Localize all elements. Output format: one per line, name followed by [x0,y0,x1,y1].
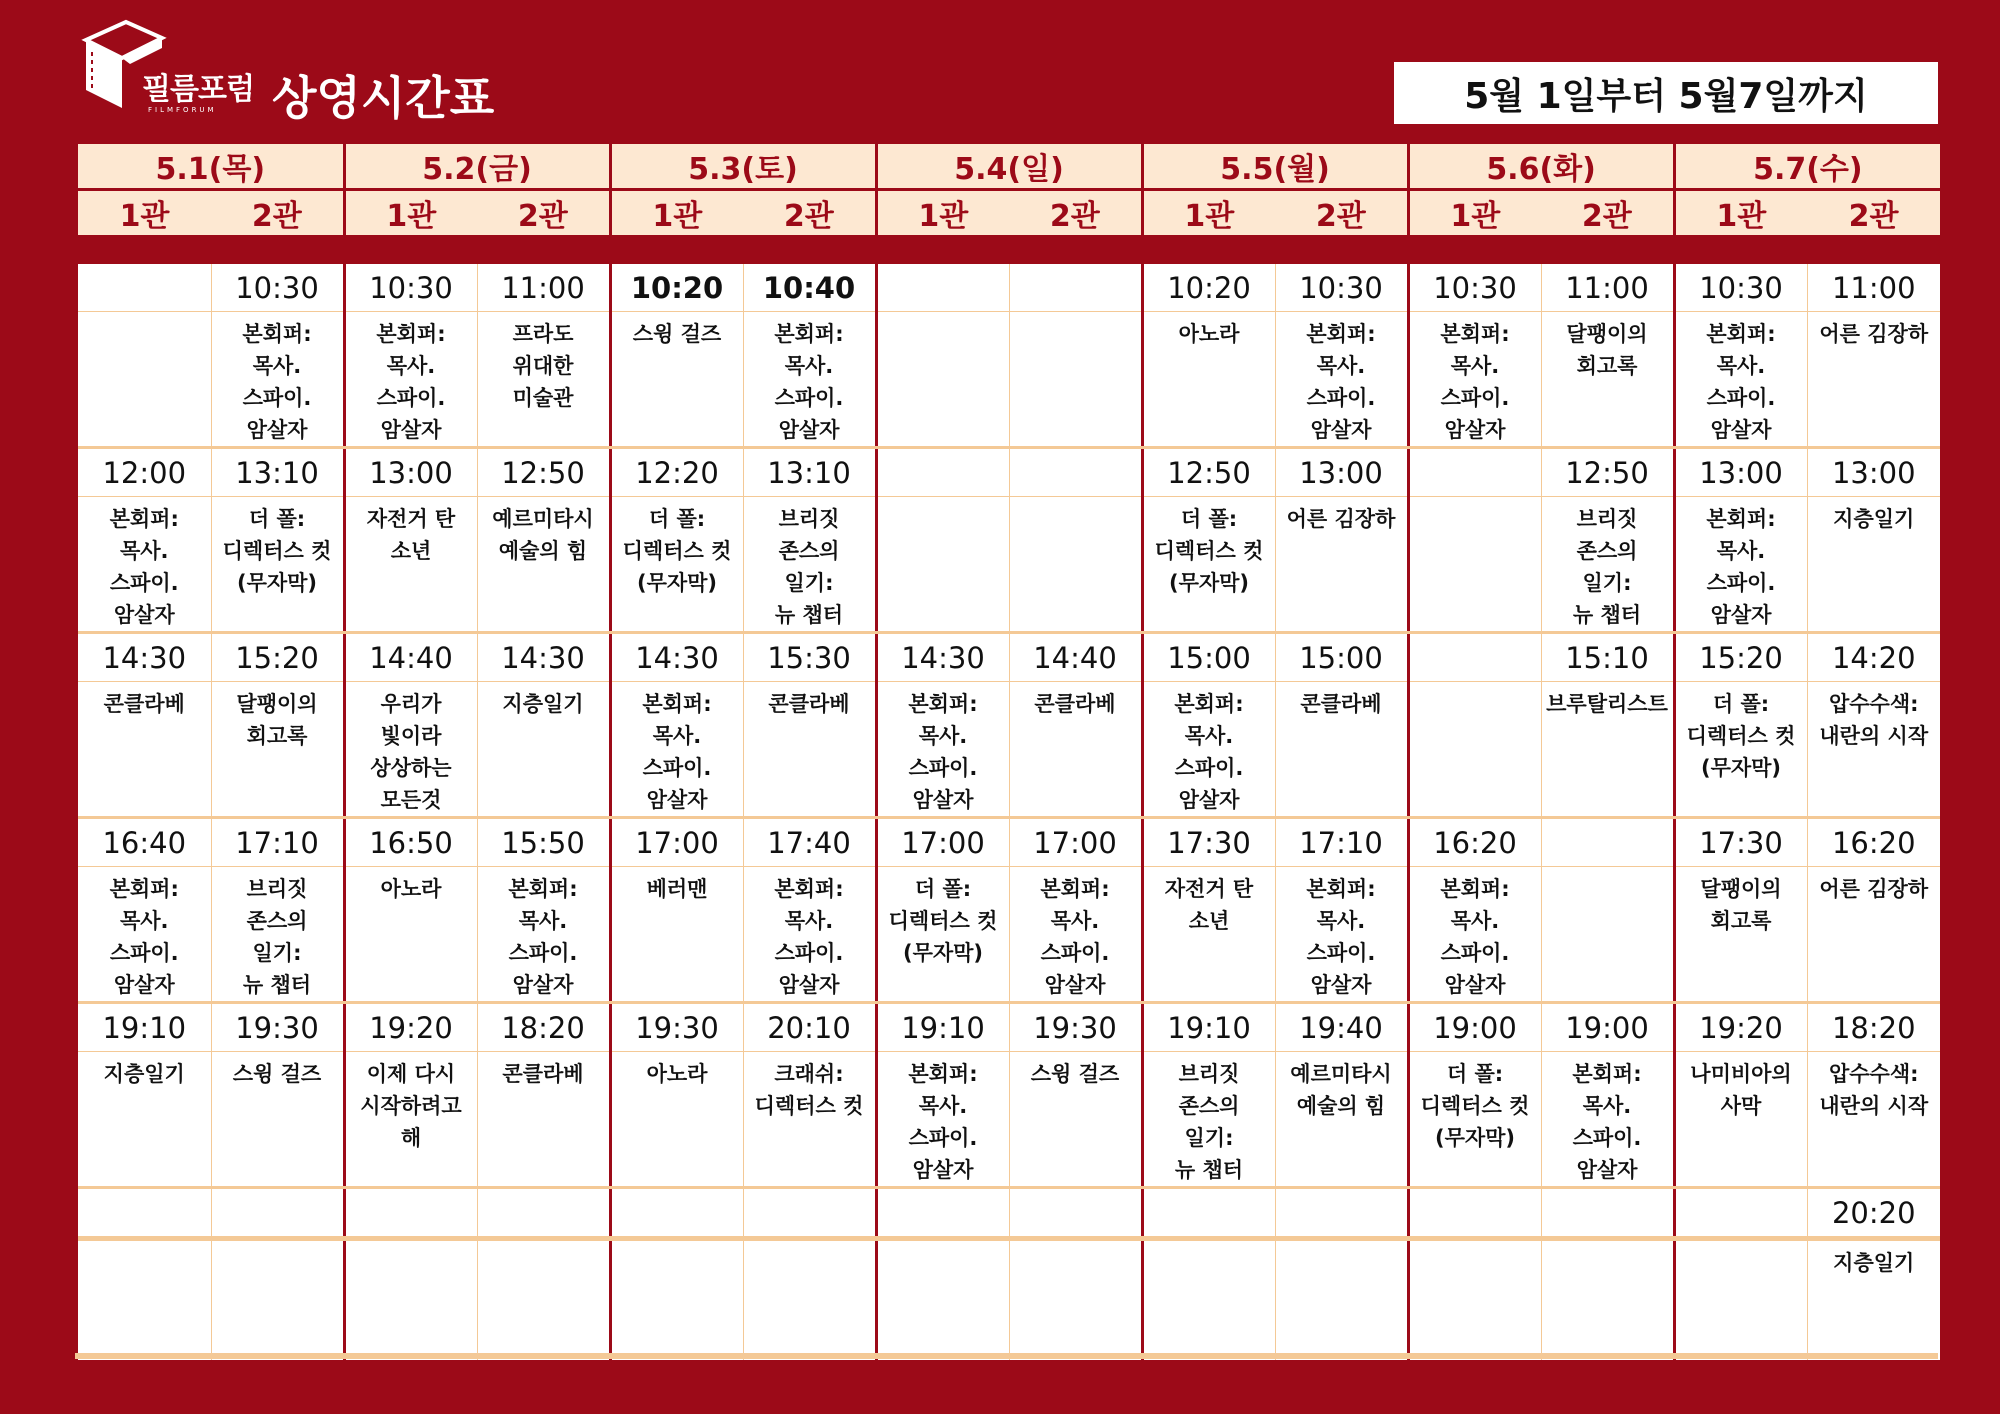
film-title [1541,1239,1674,1360]
showtime: 13:10 [211,448,344,497]
film-title: 아노라 [1142,312,1275,448]
bottom-divider [75,1353,1938,1359]
showtime [743,1188,876,1239]
film-title: 본회퍼: 목사. 스파이. 암살자 [876,1052,1009,1188]
film-title [1408,1239,1541,1360]
film-title: 스윙 걸즈 [1009,1052,1142,1188]
showtime [1408,1188,1541,1239]
showtime [876,1188,1009,1239]
showtime: 17:30 [1674,818,1807,867]
showtime: 18:20 [477,1003,610,1052]
showtime [1275,1188,1408,1239]
showtime: 14:40 [344,633,477,682]
showtime: 14:30 [876,633,1009,682]
showtime: 19:00 [1541,1003,1674,1052]
film-title: 본회퍼: 목사. 스파이. 암살자 [1541,1052,1674,1188]
film-title: 우리가 빛이라 상상하는 모든것 [344,682,477,818]
film-title: 본회퍼: 목사. 스파이. 암살자 [1674,312,1807,448]
showtime: 10:20 [1142,264,1275,312]
showtime [1009,448,1142,497]
film-title: 어른 김장하 [1807,867,1940,1003]
film-title: 더 폴: 디렉터스 컷 (무자막) [876,867,1009,1003]
schedule-grid [78,264,1940,1360]
showtime: 14:30 [78,633,211,682]
film-title: 어른 김장하 [1807,312,1940,448]
film-title: 예르미타시 예술의 힘 [1275,1052,1408,1188]
film-title [1674,1239,1807,1360]
showtime [1408,633,1541,682]
film-title: 콘클라베 [78,682,211,818]
film-title [1009,312,1142,448]
film-title [477,1239,610,1360]
film-title: 본회퍼: 목사. 스파이. 암살자 [78,497,211,633]
showtime: 11:00 [477,264,610,312]
film-title: 본회퍼: 목사. 스파이. 암살자 [876,682,1009,818]
film-title: 본회퍼: 목사. 스파이. 암살자 [344,312,477,448]
showtime [1541,1188,1674,1239]
showtime: 16:50 [344,818,477,867]
hall-header: 1관 [610,190,743,237]
brand-name: 필름포럼 [142,72,254,107]
film-title [876,1239,1009,1360]
film-title: 본회퍼: 목사. 스파이. 암살자 [1275,312,1408,448]
film-title: 콘클라베 [1009,682,1142,818]
film-title: 브리짓 존스의 일기: 뉴 챕터 [743,497,876,633]
showtime [1009,1188,1142,1239]
showtime: 13:00 [1275,448,1408,497]
showtime: 15:50 [477,818,610,867]
showtime [876,264,1009,312]
film-title [211,1239,344,1360]
film-title: 달팽이의 회고록 [211,682,344,818]
hall-header: 1관 [1408,190,1541,237]
showtime [344,1188,477,1239]
showtime: 17:10 [1275,818,1408,867]
showtime: 12:50 [1142,448,1275,497]
film-title: 지층일기 [1807,1239,1940,1360]
showtime: 19:10 [876,1003,1009,1052]
film-title: 본회퍼: 목사. 스파이. 암살자 [211,312,344,448]
film-title: 콘클라베 [743,682,876,818]
film-title: 압수수색: 내란의 시작 [1807,1052,1940,1188]
film-title: 본회퍼: 목사. 스파이. 암살자 [78,867,211,1003]
film-title: 브리짓 존스의 일기: 뉴 챕터 [1142,1052,1275,1188]
showtime: 19:40 [1275,1003,1408,1052]
film-title: 자전거 탄 소년 [1142,867,1275,1003]
showtime: 14:20 [1807,633,1940,682]
hall-header: 2관 [743,190,876,237]
showtime: 10:20 [610,264,743,312]
film-title: 본회퍼: 목사. 스파이. 암살자 [1674,497,1807,633]
showtime: 17:00 [610,818,743,867]
page-title: 상영시간표 [272,71,495,125]
showtime: 13:10 [743,448,876,497]
showtime: 10:30 [211,264,344,312]
film-title: 더 폴: 디렉터스 컷 (무자막) [1674,682,1807,818]
hall-header: 2관 [1009,190,1142,237]
showtime [78,264,211,312]
showtime: 18:20 [1807,1003,1940,1052]
hall-header: 2관 [1541,190,1674,237]
film-title: 자전거 탄 소년 [344,497,477,633]
day-header: 5.5(월) [1142,144,1408,190]
film-title: 본회퍼: 목사. 스파이. 암살자 [1275,867,1408,1003]
film-title: 본회퍼: 목사. 스파이. 암살자 [610,682,743,818]
film-title: 콘클라베 [1275,682,1408,818]
film-title [1408,682,1541,818]
hall-header: 2관 [1275,190,1408,237]
film-title: 본회퍼: 목사. 스파이. 암살자 [1009,867,1142,1003]
showtime: 16:20 [1807,818,1940,867]
showtime: 15:00 [1142,633,1275,682]
film-title: 본회퍼: 목사. 스파이. 암살자 [743,867,876,1003]
showtime [1408,448,1541,497]
film-title: 나미비아의 사막 [1674,1052,1807,1188]
film-title: 베러맨 [610,867,743,1003]
hall-header: 2관 [477,190,610,237]
film-title: 어른 김장하 [1275,497,1408,633]
showtime: 12:50 [477,448,610,497]
film-title: 지층일기 [78,1052,211,1188]
film-title: 지층일기 [1807,497,1940,633]
film-title: 콘클라베 [477,1052,610,1188]
showtime [876,448,1009,497]
film-title [1009,497,1142,633]
showtime: 17:10 [211,818,344,867]
showtime: 10:30 [1674,264,1807,312]
showtime: 10:30 [344,264,477,312]
hall-header: 1관 [344,190,477,237]
showtime: 14:30 [477,633,610,682]
film-title: 브리짓 존스의 일기: 뉴 챕터 [1541,497,1674,633]
film-title: 달팽이의 회고록 [1674,867,1807,1003]
showtime [78,1188,211,1239]
film-title [1541,867,1674,1003]
day-header: 5.1(목) [78,144,344,190]
showtime: 17:30 [1142,818,1275,867]
hall-header: 1관 [876,190,1009,237]
showtime: 19:30 [610,1003,743,1052]
film-title: 스윙 걸즈 [211,1052,344,1188]
hall-header: 2관 [1807,190,1940,237]
showtime: 11:00 [1541,264,1674,312]
day-header: 5.6(화) [1408,144,1674,190]
hall-header: 1관 [1674,190,1807,237]
film-title: 달팽이의 회고록 [1541,312,1674,448]
showtime [610,1188,743,1239]
showtime: 17:00 [876,818,1009,867]
showtime: 19:10 [78,1003,211,1052]
day-header: 5.7(수) [1674,144,1940,190]
showtime: 15:30 [743,633,876,682]
showtime: 10:40 [743,264,876,312]
hall-header: 2관 [211,190,344,237]
film-title [1142,1239,1275,1360]
film-title: 지층일기 [477,682,610,818]
showtime: 16:20 [1408,818,1541,867]
showtime: 13:00 [1674,448,1807,497]
showtime [477,1188,610,1239]
showtime: 15:20 [1674,633,1807,682]
showtime: 14:30 [610,633,743,682]
showtime: 19:00 [1408,1003,1541,1052]
film-title: 본회퍼: 목사. 스파이. 암살자 [1142,682,1275,818]
film-title [1275,1239,1408,1360]
showtime: 17:40 [743,818,876,867]
film-title [1009,1239,1142,1360]
showtime: 11:00 [1807,264,1940,312]
film-title [743,1239,876,1360]
showtime: 19:20 [344,1003,477,1052]
showtime: 10:30 [1275,264,1408,312]
film-title: 본회퍼: 목사. 스파이. 암살자 [1408,312,1541,448]
film-title: 이제 다시 시작하려고 해 [344,1052,477,1188]
showtime: 16:40 [78,818,211,867]
showtime: 12:00 [78,448,211,497]
film-title [876,312,1009,448]
film-title: 더 폴: 디렉터스 컷 (무자막) [1408,1052,1541,1188]
film-title: 본회퍼: 목사. 스파이. 암살자 [1408,867,1541,1003]
showtime: 13:00 [344,448,477,497]
showtime: 19:30 [211,1003,344,1052]
film-title [344,1239,477,1360]
date-range-box: 5월 1일부터 5월7일까지 [1394,62,1938,124]
hall-header: 1관 [78,190,211,237]
showtime: 10:30 [1408,264,1541,312]
showtime: 19:10 [1142,1003,1275,1052]
showtime: 15:00 [1275,633,1408,682]
film-title: 더 폴: 디렉터스 컷 (무자막) [610,497,743,633]
brand-subtitle: FILMFORUM [148,106,217,114]
showtime: 17:00 [1009,818,1142,867]
day-header: 5.2(금) [344,144,610,190]
day-header: 5.4(일) [876,144,1142,190]
showtime: 13:00 [1807,448,1940,497]
film-title [78,312,211,448]
day-header: 5.3(토) [610,144,876,190]
showtime [1541,818,1674,867]
showtime: 20:10 [743,1003,876,1052]
film-title: 예르미타시 예술의 힘 [477,497,610,633]
film-title: 아노라 [610,1052,743,1188]
film-title [1408,497,1541,633]
showtime: 20:20 [1807,1188,1940,1239]
film-title [610,1239,743,1360]
showtime: 14:40 [1009,633,1142,682]
film-title: 아노라 [344,867,477,1003]
showtime [1142,1188,1275,1239]
film-title [876,497,1009,633]
showtime: 19:20 [1674,1003,1807,1052]
showtime [1674,1188,1807,1239]
film-title: 브리짓 존스의 일기: 뉴 챕터 [211,867,344,1003]
showtime: 15:20 [211,633,344,682]
showtime [1009,264,1142,312]
day-header-table [78,144,1940,238]
hall-header: 1관 [1142,190,1275,237]
film-title: 더 폴: 디렉터스 컷 (무자막) [211,497,344,633]
showtime [211,1188,344,1239]
showtime: 12:20 [610,448,743,497]
film-title: 더 폴: 디렉터스 컷 (무자막) [1142,497,1275,633]
film-title: 스윙 걸즈 [610,312,743,448]
film-title: 브루탈리스트 [1541,682,1674,818]
film-title: 압수수색: 내란의 시작 [1807,682,1940,818]
film-title: 본회퍼: 목사. 스파이. 암살자 [743,312,876,448]
film-title: 프라도 위대한 미술관 [477,312,610,448]
showtime: 19:30 [1009,1003,1142,1052]
showtime: 15:10 [1541,633,1674,682]
film-title: 본회퍼: 목사. 스파이. 암살자 [477,867,610,1003]
film-title [78,1239,211,1360]
film-title: 크래쉬: 디렉터스 컷 [743,1052,876,1188]
showtime: 12:50 [1541,448,1674,497]
